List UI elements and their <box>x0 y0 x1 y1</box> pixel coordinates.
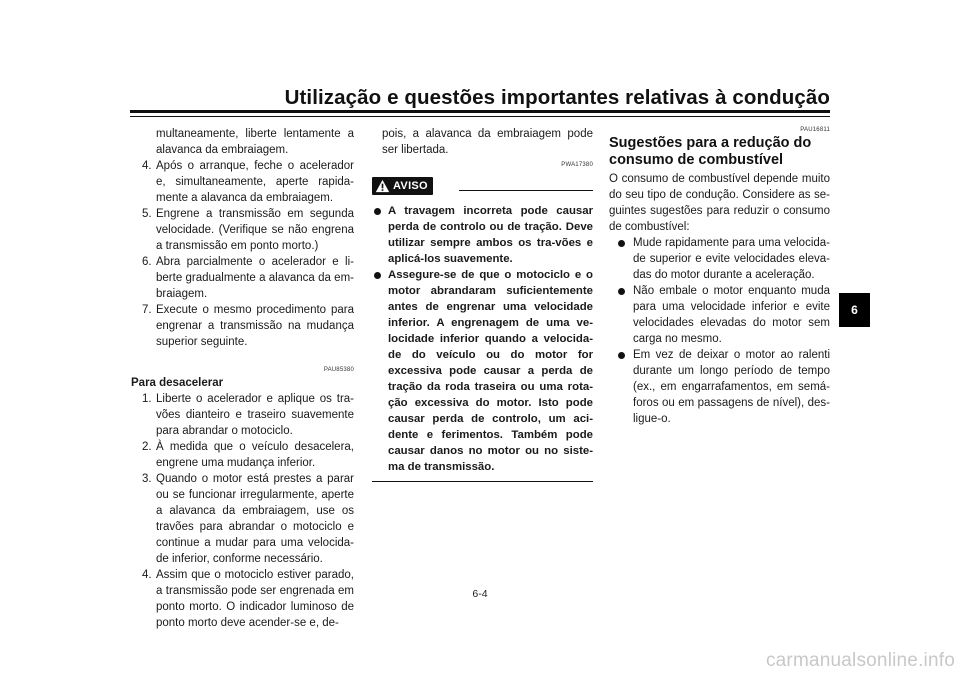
notice-header <box>372 175 593 197</box>
filled-circle-bullet-icon <box>372 203 388 267</box>
step-number: 7. <box>142 304 152 316</box>
intro-paragraph: O consumo de combustível depende muito do seu tipo de condução. Considere as se-guintes sugestões para reduzir o consumo de combustível: <box>609 173 830 233</box>
notice-rule <box>459 190 593 191</box>
step-text: Após o arranque, feche o acelerador e, simultaneamente, aperte rapida-mente a alavanca da embraiagem. <box>156 160 354 204</box>
tip-text: Não embale o motor enquanto muda para uma velocidade inferior e evite velocidades elevadas do motor sem carga no mesmo. <box>633 285 830 345</box>
step-text: Execute o mesmo procedimento para engrenar a transmissão na mudança superior seguinte. <box>156 304 354 348</box>
filled-circle-bullet-icon <box>372 267 388 475</box>
list-item <box>131 567 354 631</box>
list-item <box>131 471 354 567</box>
header-rule-thin <box>130 116 830 117</box>
notice-text: Assegure-se de que o motociclo e o motor abrandaram suficientemente antes de engrenar uma velocidade inferior. A engrenagem de uma ve-locidade inferior quando a velocida-de do veículo ou do motor for excessiva pode causar a perda de tração da roda traseira ou uma rota-ção excessiva do motor. Isto pode causar perda de controlo, um aci-dente e ferimentos. Também pode causar danos no motor ou no siste-ma de transmissão. <box>388 269 593 473</box>
notice-end-rule <box>372 481 593 482</box>
section-subheading: Para desacelerar <box>131 377 224 389</box>
tip-text: Em vez de deixar o motor ao ralenti durante um longo período de tempo (ex., em engarrafamentos, em semá-foros ou em passagens de nível), des-ligue-o. <box>633 349 830 425</box>
step-number: 2. <box>142 441 152 453</box>
warning-triangle-icon <box>375 179 390 193</box>
step-number: 6. <box>142 256 152 268</box>
list-item <box>617 347 830 427</box>
step-text: Liberte o acelerador e aplique os tra-vões dianteiro e traseiro suavemente para abrandar o motociclo. <box>156 393 354 437</box>
page-title: Utilização e questões importantes relativas à condução <box>284 86 830 109</box>
notice-bullets <box>372 203 593 475</box>
notice-label: AVISO <box>393 180 428 192</box>
list-item <box>617 283 830 347</box>
list-item <box>131 302 354 350</box>
section-title: Sugestões para a redução do consumo de combustível <box>609 135 812 168</box>
step-text: Assim que o motociclo estiver parado, a transmissão pode ser engrenada em ponto morto. O indicador luminoso de ponto morto deve acender-se e, de- <box>156 569 354 629</box>
steps-list <box>131 158 354 350</box>
watermark: carmanualsonline.info <box>765 650 955 671</box>
step-text: Engrene a transmissão em segunda velocidade. (Verifique se não engrena a transmissão em ponto morto.) <box>156 208 354 252</box>
step-number: 3. <box>142 473 152 485</box>
reference-code: PWA17380 <box>561 162 593 168</box>
notice-text: A travagem incorreta pode causar perda de controlo ou de tração. Deve utilizar sempre ambos os tra-vões e aplicá-los suavemente. <box>388 205 593 265</box>
list-item <box>131 206 354 254</box>
tip-text: Mude rapidamente para uma velocida-de superior e evite velocidades eleva-das do motor durante a aceleração. <box>633 237 830 281</box>
filled-circle-bullet-icon <box>617 235 633 283</box>
middle-column <box>372 126 593 482</box>
list-item <box>131 439 354 471</box>
list-item <box>372 267 593 475</box>
deceleration-steps-list <box>131 391 354 631</box>
reference-code: PAU16811 <box>800 127 830 133</box>
step-text: Quando o motor está prestes a parar ou se funcionar irregularmente, aperte a alavanca da embraiagem, use os travões para abrandar o motociclo e continue a mudar para uma velocida-de inferior, conforme necessário. <box>156 473 354 565</box>
step-number: 4. <box>142 569 152 581</box>
middle-continuation-text: pois, a alavanca da embraiagem pode ser libertada. <box>382 128 593 156</box>
filled-circle-bullet-icon <box>617 283 633 347</box>
reference-code: PAU85380 <box>323 367 354 373</box>
list-item <box>617 235 830 283</box>
left-column <box>131 126 354 631</box>
step-number: 4. <box>142 160 152 172</box>
chapter-tab: 6 <box>839 293 870 327</box>
list-item <box>131 158 354 206</box>
tips-list <box>617 235 830 427</box>
step-number: 5. <box>142 208 152 220</box>
list-item <box>372 203 593 267</box>
step-text: À medida que o veículo desacelera, engrene uma mudança inferior. <box>156 441 354 469</box>
list-item <box>131 254 354 302</box>
right-column <box>609 126 830 427</box>
filled-circle-bullet-icon <box>617 347 633 427</box>
left-continuation-text: multaneamente, liberte lentamente a alavanca da embraiagem. <box>156 128 354 156</box>
page-number: 6-4 <box>472 588 488 600</box>
notice-badge <box>372 177 433 195</box>
step-number: 1. <box>142 393 152 405</box>
step-text: Abra parcialmente o acelerador e li-berte gradualmente a alavanca da em-braiagem. <box>156 256 354 300</box>
list-item <box>131 391 354 439</box>
header-rule-thick <box>130 110 830 113</box>
